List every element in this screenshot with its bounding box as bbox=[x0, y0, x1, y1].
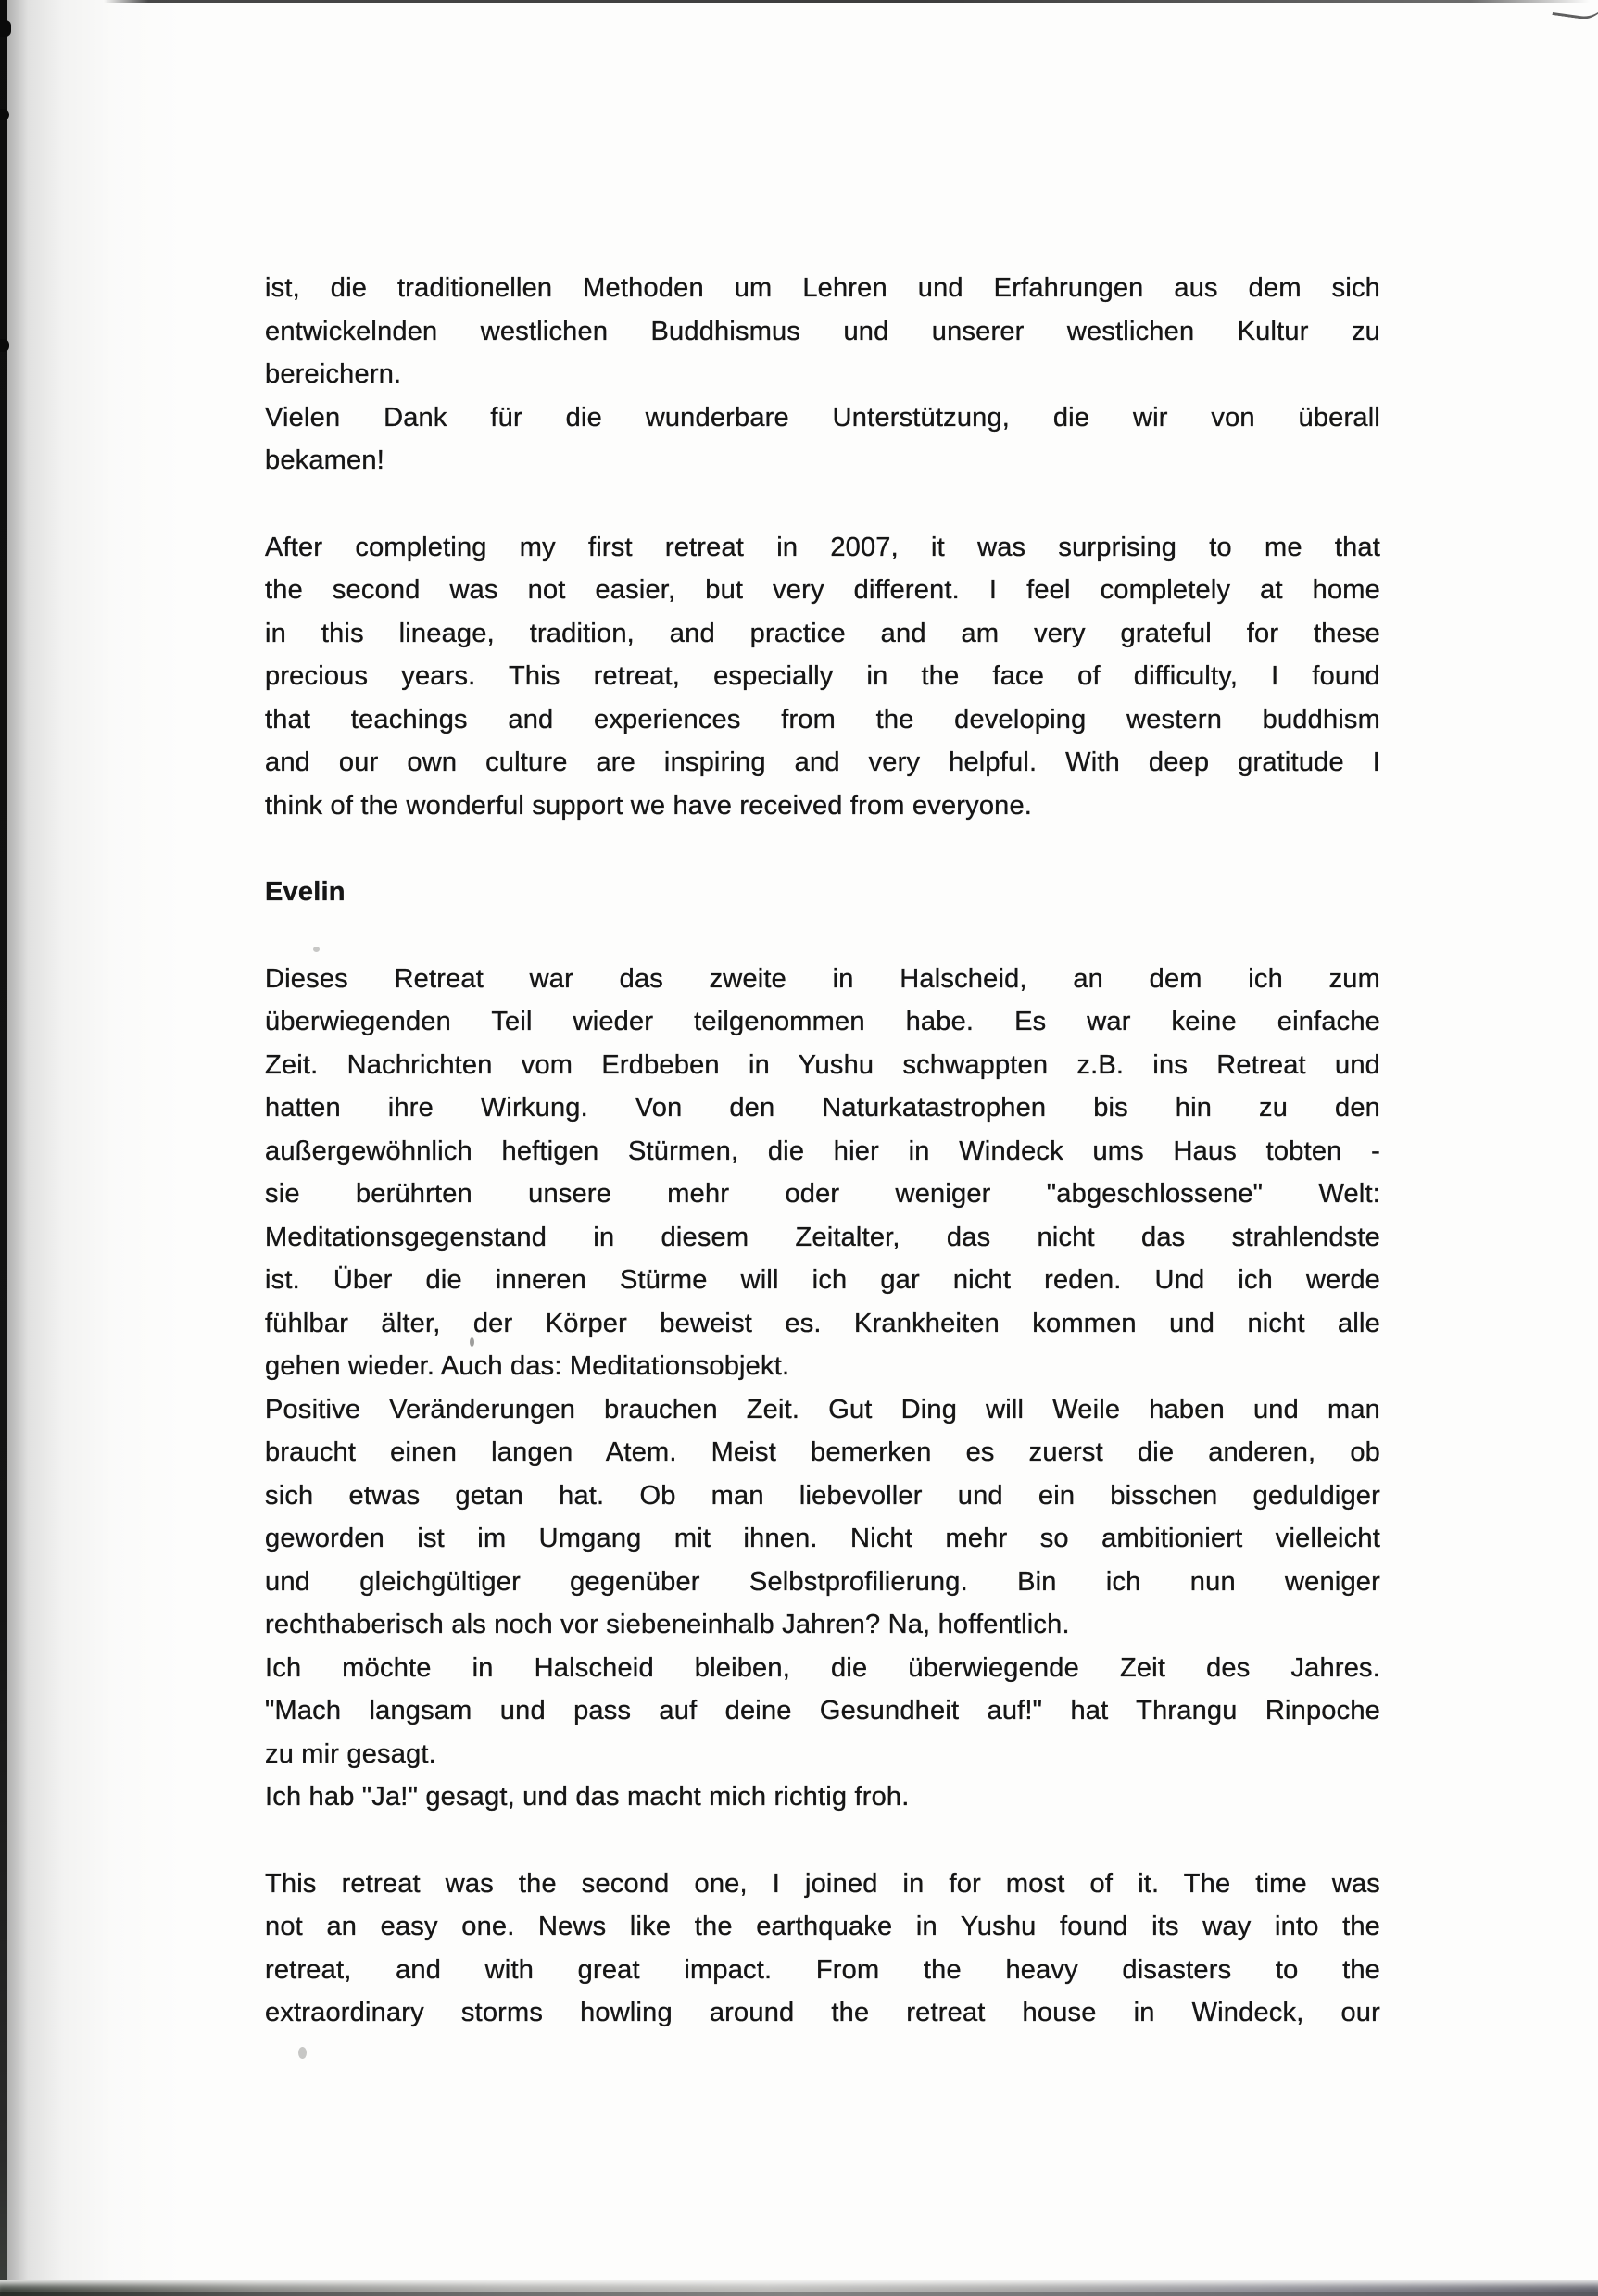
text-line: zu mir gesagt. bbox=[265, 1738, 436, 1769]
text-line: Zeit. Nachrichten vom Erdbeben in Yushu schwappten z.B. ins Retreat und bbox=[265, 1049, 1380, 1080]
text-line: ist, die traditionellen Methoden um Lehren und Erfahrungen aus dem sich bbox=[265, 273, 1380, 303]
heading-evelin bbox=[265, 871, 1380, 914]
text-line: rechthaberisch als noch vor siebeneinhalb Jahren? Na, hoffentlich. bbox=[265, 1610, 1070, 1639]
text-line: ist. Über die inneren Stürme will ich gar nicht reden. Und ich werde bbox=[265, 1265, 1380, 1295]
text-line: bekamen! bbox=[265, 445, 384, 475]
text-line: entwickelnden westlichen Buddhismus und unserer westlichen Kultur zu bbox=[265, 316, 1380, 346]
text-line: gehen wieder. Auch das: Meditationsobjekt. bbox=[265, 1351, 790, 1381]
text-line: braucht einen langen Atem. Meist bemerken es zuerst die anderen, ob bbox=[265, 1437, 1380, 1467]
text-line: sich etwas getan hat. Ob man liebevoller und ein bisschen geduldiger bbox=[265, 1480, 1380, 1511]
text-line: Vielen Dank für die wunderbare Unterstützung, die wir von überall bbox=[265, 402, 1380, 433]
scan-artifact-mark bbox=[0, 20, 11, 37]
text-line: extraordinary storms howling around the retreat house in Windeck, our bbox=[265, 1998, 1380, 2027]
text-line: retreat, and with great impact. From the heavy disasters to the bbox=[265, 1954, 1380, 1985]
text-line: "Mach langsam und pass auf deine Gesundheit auf!" hat Thrangu Rinpoche bbox=[265, 1696, 1380, 1725]
text-line: Dieses Retreat war das zweite in Halscheid, an dem ich zum bbox=[265, 963, 1380, 994]
text-line: sie berührten unsere mehr oder weniger "abgeschlossene" Welt: bbox=[265, 1179, 1380, 1209]
text-line: Ich hab "Ja!" gesagt, und das macht mich richtig froh. bbox=[265, 1782, 910, 1812]
text-line: bereichern. bbox=[265, 359, 402, 389]
page-text bbox=[265, 267, 1380, 2035]
text-line: the second was not easier, but very different. I feel completely at home bbox=[265, 575, 1380, 605]
text-line: und gleichgültiger gegenüber Selbstprofilierung. Bin ich nun weniger bbox=[265, 1566, 1380, 1597]
text-line: Positive Veränderungen brauchen Zeit. Gut Ding will Weile haben und man bbox=[265, 1394, 1380, 1424]
text-line: überwiegenden Teil wieder teilgenommen habe. Es war keine einfache bbox=[265, 1007, 1380, 1036]
paragraph-german-continuation bbox=[265, 267, 1380, 483]
text-line: Ich möchte in Halscheid bleiben, die überwiegende Zeit des Jahres. bbox=[265, 1652, 1380, 1683]
page-edge-top bbox=[104, 0, 1590, 3]
text-line: hatten ihre Wirkung. Von den Naturkatastrophen bis hin zu den bbox=[265, 1093, 1380, 1123]
text-line: think of the wonderful support we have received from everyone. bbox=[265, 790, 1033, 821]
scan-speck bbox=[298, 2047, 307, 2059]
text-line: Meditationsgegenstand in diesem Zeitalter, das nicht das strahlendste bbox=[265, 1222, 1380, 1252]
binding-shadow-left bbox=[7, 0, 183, 2296]
text-line: in this lineage, tradition, and practice and am very grateful for these bbox=[265, 618, 1380, 648]
text-line: and our own culture are inspiring and very helpful. With deep gratitude I bbox=[265, 747, 1380, 777]
text-line: Evelin bbox=[265, 877, 346, 907]
paragraph-english-1 bbox=[265, 526, 1380, 828]
page-corner-top-right bbox=[1552, 0, 1598, 22]
text-line: After completing my first retreat in 2007, it was surprising to me that bbox=[265, 532, 1380, 562]
paragraph-english-2 bbox=[265, 1863, 1380, 2035]
scan-artifact-mark bbox=[0, 339, 9, 352]
text-line: fühlbar älter, der Körper beweist es. Krankheiten kommen und nicht alle bbox=[265, 1308, 1380, 1338]
text-line: that teachings and experiences from the developing western buddhism bbox=[265, 704, 1380, 734]
text-line: precious years. This retreat, especially in the face of difficulty, I found bbox=[265, 661, 1380, 691]
text-line: außergewöhnlich heftigen Stürmen, die hier in Windeck ums Haus tobten - bbox=[265, 1135, 1380, 1166]
text-line: not an easy one. News like the earthquake in Yushu found its way into the bbox=[265, 1912, 1380, 1941]
page-edge-bottom-shadow bbox=[0, 2292, 1598, 2296]
text-line: This retreat was the second one, I joined in for most of it. The time was bbox=[265, 1868, 1380, 1899]
paragraph-german-evelin bbox=[265, 958, 1380, 1819]
text-line: geworden ist im Umgang mit ihnen. Nicht mehr so ambitioniert vielleicht bbox=[265, 1524, 1380, 1553]
